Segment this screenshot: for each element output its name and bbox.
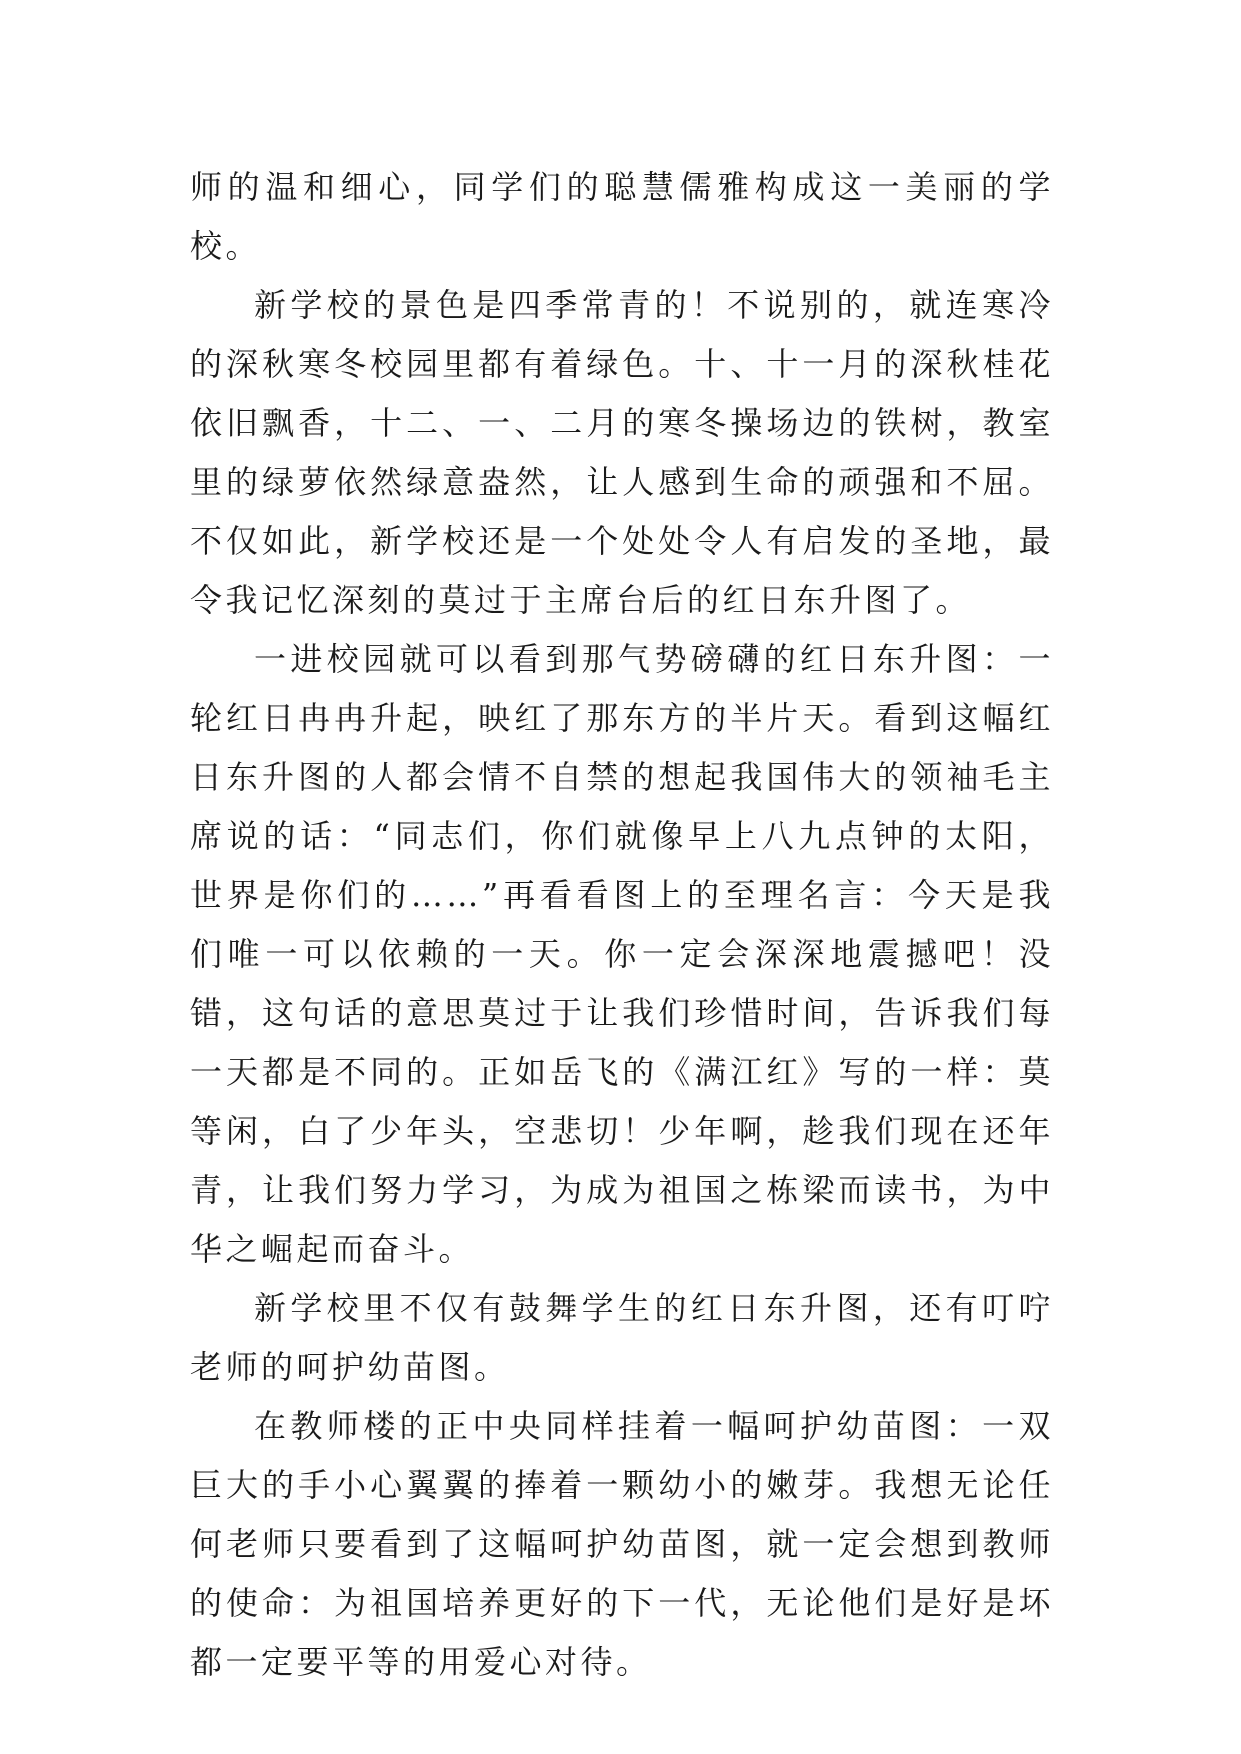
paragraph-seedling-intro: 新学校里不仅有鼓舞学生的红日东升图，还有叮咛老师的呵护幼苗图。	[190, 1289, 1054, 1386]
essay-body	[190, 158, 1054, 1692]
paragraph-rising-sun: 一进校园就可以看到那气势磅礴的红日东升图：一轮红日冉冉升起，映红了那东方的半片天。看到这幅红日东升图的人都会情不自禁的想起我国伟大的领袖毛主席说的话：“同志们，你们就像早上八九点钟的太阳，世界是你们的……”再看看图上的至理名言：今天是我们唯一可以依赖的一天。你一定会深深地震撼吧！没错，这句话的意思莫过于让我们珍惜时间，告诉我们每一天都是不同的。正如岳飞的《满江红》写的一样：莫等闲，白了少年头，空悲切！少年啊，趁我们现在还年青，让我们努力学习，为成为祖国之栋梁而读书，为中华之崛起而奋斗。	[190, 640, 1054, 1268]
paragraph-continued: 师的温和细心，同学们的聪慧儒雅构成这一美丽的学校。	[190, 168, 1054, 265]
paragraph-seedling-picture: 在教师楼的正中央同样挂着一幅呵护幼苗图：一双巨大的手小心翼翼的捧着一颗幼小的嫩芽。我想无论任何老师只要看到了这幅呵护幼苗图，就一定会想到教师的使命：为祖国培养更好的下一代，无论他们是好是坏都一定要平等的用爱心对待。	[190, 1407, 1054, 1681]
paragraph-scenery: 新学校的景色是四季常青的！不说别的，就连寒冷的深秋寒冬校园里都有着绿色。十、十一月的深秋桂花依旧飘香，十二、一、二月的寒冬操场边的铁树，教室里的绿萝依然绿意盎然，让人感到生命的顽强和不屈。不仅如此，新学校还是一个处处令人有启发的圣地，最令我记忆深刻的莫过于主席台后的红日东升图了。	[190, 286, 1054, 619]
